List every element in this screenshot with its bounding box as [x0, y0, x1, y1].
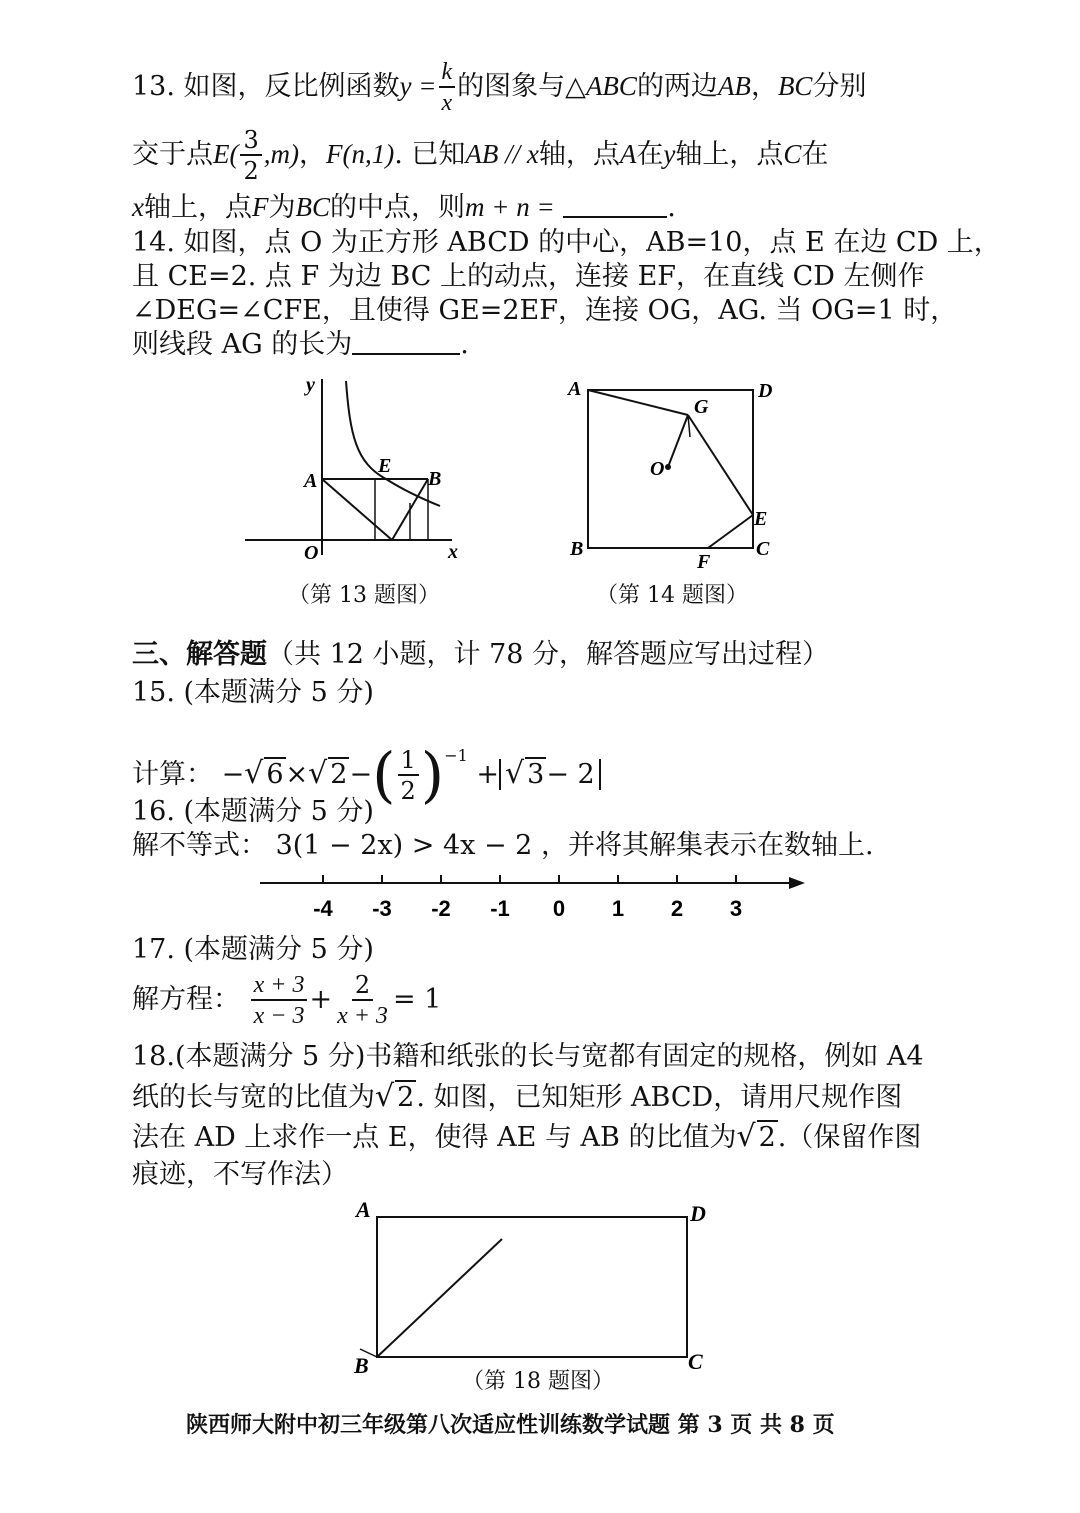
q13-text: 的中点，则: [330, 192, 465, 223]
q18-line-1: 18.(本题满分 5 分)书籍和纸张的长与宽都有固定的规格，例如 A4: [132, 1041, 924, 1072]
radical-icon: √: [308, 756, 328, 791]
radical-icon: √: [736, 1119, 756, 1154]
q15-minus-two: − 2: [546, 759, 595, 790]
right-paren-icon: ): [420, 740, 445, 811]
q17-plus: +: [309, 984, 333, 1015]
q15-half: [398, 748, 419, 803]
q13-f: F: [251, 192, 269, 222]
diagonal-construction: [377, 1239, 502, 1357]
page-footer: 陕西师大附中初三年级第八次适应性训练数学试题 第 3 页 共 8 页: [186, 1412, 835, 1438]
q15-header: 15. (本题满分 5 分): [132, 677, 374, 708]
q13-point-f: F(n,1): [326, 139, 395, 169]
q15-label: 计算：: [132, 759, 213, 790]
q15-sqrt6: 6: [266, 759, 284, 790]
q18-text: 纸的长与宽的比值为: [132, 1082, 375, 1113]
q13-line-1: [132, 60, 866, 115]
figure-14-caption: （第 14 题图）: [596, 583, 748, 608]
q18-text: .（保留作图: [777, 1122, 922, 1153]
point-o: [665, 464, 671, 470]
q13-two: 2: [243, 157, 259, 185]
q13-bc: BC: [777, 71, 813, 101]
label-o: O: [650, 458, 665, 480]
arrow-right-icon: [789, 877, 805, 889]
segment-og: [668, 415, 688, 467]
q14-line-2: 且 CE=2. 点 F 为边 BC 上的动点，连接 EF，在直线 CD 左侧作: [132, 261, 925, 292]
figure-18: [340, 1195, 730, 1385]
q13-line-2: [132, 128, 828, 183]
q15-one: 1: [398, 748, 419, 776]
tick-label: -3: [372, 896, 392, 921]
q13-k: k: [439, 60, 456, 88]
tick-label: 3: [729, 896, 743, 921]
radical-icon: √: [244, 756, 264, 791]
segment-ef: [708, 515, 753, 548]
q17-fraction-2: [334, 973, 391, 1028]
q13-answer-blank: [563, 216, 667, 218]
q16-header: 16. (本题满分 5 分): [132, 796, 374, 827]
q13-end: .: [667, 192, 676, 223]
q13-a: A: [619, 139, 637, 169]
q13-line-3: [132, 190, 676, 225]
q18-line-3: [132, 1120, 921, 1155]
q13-m-plus-n: m + n =: [465, 192, 555, 222]
q15-sqrt3: 3: [527, 759, 545, 790]
tick-label: 2: [670, 896, 684, 921]
number-line: [255, 866, 815, 926]
q13-number: 13.: [132, 71, 175, 102]
figure-13-caption: （第 13 题图）: [288, 583, 440, 608]
label-b: B: [428, 468, 442, 490]
segment-ag: [588, 390, 688, 415]
label-o: O: [304, 542, 319, 564]
left-paren-icon: (: [372, 740, 396, 811]
q17-fraction-1: [251, 973, 308, 1028]
label-d: D: [758, 380, 773, 402]
q13-sep: ，: [299, 139, 327, 170]
q13-y: y: [663, 139, 676, 169]
q13-text: 在: [636, 139, 664, 170]
q13-text: 轴上，点: [675, 139, 784, 170]
label-g: G: [694, 396, 709, 418]
q13-text: 为: [268, 192, 296, 223]
label-c: C: [756, 538, 770, 560]
q14-line-4: [132, 328, 469, 362]
q14-line-3: ∠DEG=∠CFE，且使得 GE=2EF，连接 OG，AG. 当 OG=1 时，: [132, 295, 958, 326]
q13-three-halves: [240, 128, 261, 183]
label-e: E: [754, 508, 768, 530]
q17-rhs: = 1: [392, 984, 442, 1015]
label-a: A: [356, 1197, 371, 1222]
q14-answer-blank: [352, 353, 460, 355]
tick-label: 1: [611, 896, 625, 921]
q17-den-1: x − 3: [253, 1003, 305, 1029]
q18-line-2: [132, 1080, 902, 1115]
label-a: A: [304, 470, 318, 492]
q15-minus: −: [349, 759, 373, 790]
radical-icon: √: [375, 1079, 395, 1114]
label-b: B: [354, 1353, 369, 1378]
q13-text: 轴，点: [538, 139, 620, 170]
q13-ab: AB: [717, 71, 751, 101]
q13-x: x: [441, 90, 453, 116]
q15-two: 2: [400, 777, 416, 805]
q13-m: ,m): [263, 139, 300, 169]
figure-18-caption: （第 18 题图）: [462, 1369, 614, 1394]
q13-comma: ，: [750, 71, 778, 102]
label-y: y: [306, 375, 315, 396]
q13-k-over-x: [439, 60, 456, 115]
tick-label: -4: [313, 896, 333, 921]
q13-text: 在: [801, 139, 829, 170]
label-f: F: [697, 551, 711, 573]
section-3-header: [132, 638, 829, 672]
section-title: 三、解答题: [132, 639, 267, 670]
label-b: B: [570, 538, 584, 560]
q13-abc: ABC: [585, 71, 637, 101]
q14-line-1: 14. 如图，点 O 为正方形 ABCD 的中心，AB=10，点 E 在边 CD 上，: [132, 227, 1001, 258]
tick-label: -1: [490, 896, 510, 921]
q17-num-1: x + 3: [251, 973, 308, 1001]
q13-point-e: E(: [213, 139, 239, 169]
q17-header: 17. (本题满分 5 分): [132, 934, 374, 965]
q13-bc2: BC: [295, 192, 330, 222]
segment-ac: [322, 479, 392, 540]
figure-14: [560, 375, 790, 575]
q14-text: 则线段 AG 的长为: [132, 329, 353, 360]
label-d: D: [690, 1201, 706, 1226]
q13-x-axis: x: [132, 192, 144, 222]
tick-label: -2: [431, 896, 451, 921]
label-a: A: [568, 378, 582, 400]
q13-text: . 已知: [394, 139, 466, 170]
label-e: E: [378, 455, 392, 477]
q13-text: 的两边: [636, 71, 718, 102]
q18-line-4: 痕迹，不写作法）: [132, 1159, 348, 1190]
q13-text: 交于点: [132, 139, 213, 170]
q14-end: .: [460, 329, 469, 360]
radical-icon: √: [505, 756, 525, 791]
q18-sqrt2: 2: [397, 1082, 415, 1113]
q13-c: C: [783, 139, 802, 169]
q18-text: . 如图，已知矩形 ABCD，请用尺规作图: [416, 1082, 903, 1113]
segment-ge: [688, 415, 753, 515]
q13-text: 的图象与△: [457, 71, 586, 102]
q15-times: ×: [285, 759, 309, 790]
q15-absolute-value: [499, 756, 601, 791]
q15-exponent: −1: [444, 746, 468, 765]
tick-label: 0: [552, 896, 566, 921]
q17-den-2: x + 3: [337, 1003, 388, 1029]
q17-num-2: 2: [352, 973, 373, 1001]
q15-neg: −: [221, 759, 245, 790]
q15-plus: +: [476, 759, 500, 790]
q17-label: 解方程：: [132, 984, 240, 1015]
q13-text: 如图，反比例函数: [183, 71, 400, 102]
q15-expression: [132, 726, 601, 811]
q16-problem: 解不等式： 3(1 − 2x) > 4x − 2 ，并将其解集表示在数轴上.: [132, 830, 874, 861]
q18-sqrt2: 2: [758, 1122, 776, 1153]
hyperbola-curve: [346, 381, 440, 506]
square-abcd: [588, 390, 753, 548]
label-c: C: [688, 1349, 703, 1374]
q17-equation: [132, 968, 441, 1032]
figure-13: [240, 375, 480, 565]
q18-text: 法在 AD 上求作一点 E，使得 AE 与 AB 的比值为: [132, 1122, 737, 1153]
tick-group: [313, 875, 742, 921]
q13-ab-parallel: AB // x: [465, 139, 539, 169]
q15-sqrt2: 2: [330, 759, 348, 790]
q13-y-eq: y =: [399, 71, 437, 101]
q13-text: 轴上，点: [143, 192, 252, 223]
q13-text: 分别: [812, 71, 867, 102]
q13-three: 3: [240, 128, 261, 156]
section-note: （共 12 小题，计 78 分，解答题应写出过程）: [267, 639, 830, 670]
rectangle-abcd: [377, 1217, 687, 1357]
label-x: x: [448, 541, 458, 563]
